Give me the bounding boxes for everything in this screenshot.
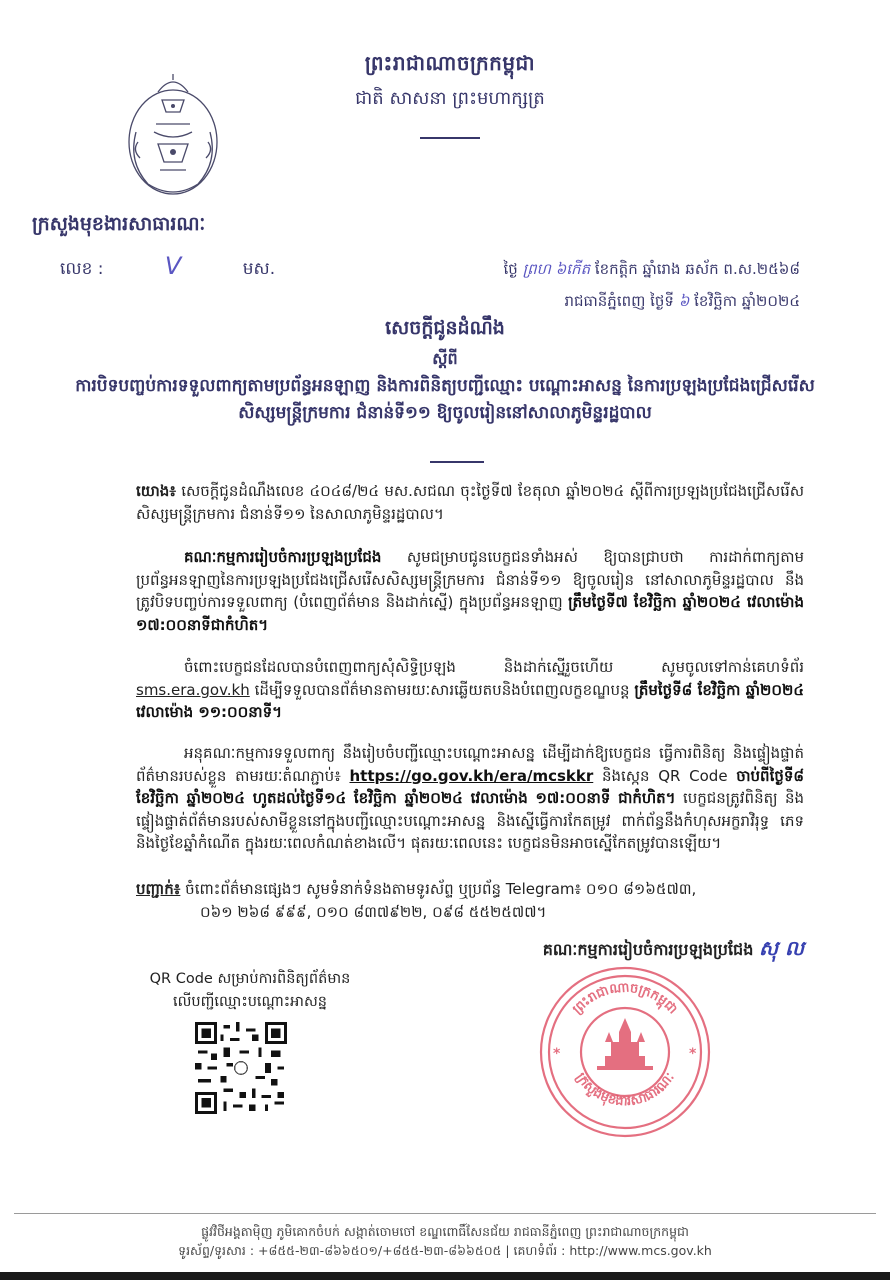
note-label: បញ្ជាក់៖ [136, 880, 181, 898]
notice-about: ស្តីពី [432, 349, 458, 368]
paragraph-review: អនុគណៈកម្មការទទួលពាក្យ នឹងរៀបចំបញ្ជីឈ្មោះបណ្ដោះអាសន្ន ដើម្បីដាក់ឱ្យបេក្ខជន ធ្វើការពិនិត្យ និងផ្ទៀងផ្ទាត់ព័ត៌មានរបស់ខ្លួន តាមរយៈតំណភ្ជាប់៖ https://go.gov.kh/era/mcskkr និងស្កេន QR Code ចាប់ពីថ្ងៃទី៨ ខែវិច្ឆិកា ឆ្នាំ២០២៤ ហូតដល់ថ្ងៃទី១៤ ខែវិច្ឆិកា ឆ្នាំ២០២៤ វេលាម៉ោង ១៧:០០នាទី ជាកំហិត។ បេក្ខជនត្រូវពិនិត្យ និងផ្ទៀងផ្ទាត់ព័ត៌មានរបស់សាមីខ្លួននៅក្នុងបញ្ជីឈ្មោះបណ្ដោះអាសន្ន និងស្នើធ្វើការកែតម្រូវ ពាក់ព័ន្ធនឹងកំហុសអក្ខរាវិរុទ្ធ ភេទ និងថ្ងៃខែឆ្នាំកំណើត ក្នុងរយៈពេលកំណត់ខាងលើ។ ផុតរយៈពេលនេះ បេក្ខជនមិនអាចស្នើកែតម្រូវបានឡើយ។ [136, 744, 804, 853]
kingdom-motto: ជាតិ សាសនា ព្រះមហាក្សត្រ [355, 88, 545, 109]
footer-contact: ទូរស័ព្ទ/ទូរសារ : +៨៥៥-២៣-៨៦៦៥០១/+៨៥៥-២៣-៨៦៦៥០៥ | គេហទំព័រ : http://www.mcs.gov.kh [178, 1243, 712, 1258]
reference-handwritten: V [164, 252, 182, 280]
review-url-link[interactable]: https://go.gov.kh/era/mcskkr [349, 766, 594, 785]
deadline-closing: ត្រឹមថ្ងៃទី៧ ខែវិច្ឆិកា ឆ្នាំ២០២៤ វេលាម៉ោង ១៧:០០នាទីជាកំហិត។ [136, 593, 804, 634]
review-period: ចាប់ពីថ្ងៃទី៨ ខែវិច្ឆិកា ឆ្នាំ២០២៤ ហូតដល់ថ្ងៃទី១៤ ខែវិច្ឆិកា ឆ្នាំ២០២៤ វេលាម៉ោង ១៧:០០នាទី ជាកំហិត។ [136, 766, 804, 808]
solar-day-handwritten: ៦ [678, 292, 690, 310]
sms-link[interactable]: sms.era.gov.kh [136, 680, 250, 699]
lunar-date-line: ថ្ងៃ ព្រហ ៦កើត ខែកត្តិក ឆ្នាំរោង ឆស័ក ព.ស.២៥៦៨ [503, 260, 800, 278]
committee-initials: សុ ល [758, 936, 804, 960]
stamp-outer-text: ព្រះរាជាណាចក្រកម្ពុជា [570, 980, 681, 1018]
notice-subject: ការបិទបញ្ចប់ការទទួលពាក្យតាមប្រព័ន្ធអនឡាញ និងការពិនិត្យបញ្ជីឈ្មោះ បណ្ដោះអាសន្ន នៃការប្រឡងប្រជែងជ្រើសរើសសិស្សមន្ត្រីក្រមការ ជំនាន់ទី១១ ឱ្យចូលរៀននៅសាលាភូមិន្ទរដ្ឋបាល [75, 376, 815, 423]
reference-paragraph [136, 480, 804, 525]
footer [60, 1222, 830, 1260]
official-seal-stamp [535, 960, 715, 1140]
qr-code[interactable] [195, 1022, 287, 1114]
temple-icon [597, 1018, 653, 1070]
deadline-sms: ត្រឹមថ្ងៃទី៨ ខែវិច្ឆិកា ឆ្នាំ២០២៤ វេលាម៉ោង ១១:០០នាទី។ [136, 680, 804, 722]
svg-text:*: * [689, 1046, 697, 1062]
reference-number [60, 252, 275, 283]
committee-lead: គណៈកម្មការរៀបចំការប្រឡងប្រជែង [184, 548, 382, 566]
reference-para-text: សេចក្តីជូនដំណឹងលេខ ៤០៤៨/២៤ មស.សជណ ចុះថ្ងៃទី៧ ខែតុលា ឆ្នាំ២០២៤ ស្តីពីការប្រឡងប្រជែងជ្រើសរើសសិស្សមន្ត្រីក្រមការ ជំនាន់ទី១១ នៃសាលាភូមិន្ទរដ្ឋបាល។ [136, 482, 804, 523]
bottom-edge [0, 1272, 890, 1280]
contact-note: បញ្ជាក់៖ ចំពោះព័ត៌មានផ្សេងៗ សូមទំនាក់ទំនងតាមទូរស័ព្ទ ឬប្រព័ន្ធ Telegram៖ ០១០ ៨១៦៥៧៣, ០៦១ ២៦៨ ៩៩៩, ០១០ ៨៣៧៩២២, ០៩៨ ៥៥២៥៧៧។ [136, 880, 697, 921]
stamp-inner-text: ក្រសួងមុខងារសាធារណៈ [572, 1070, 678, 1110]
committee-signoff: គណៈកម្មការរៀបចំការប្រឡងប្រជែង សុ ល [542, 936, 804, 960]
kingdom-header [300, 50, 600, 139]
paragraph-sms: ចំពោះបេក្ខជនដែលបានបំពេញពាក្យសុំសិទ្ធិប្រឡង និងដាក់ស្នើរួចហើយ សូមចូលទៅកាន់គេហទំព័រ sms.era.gov.kh ដើម្បីទទួលបានព័ត៌មានតាមរយៈសារឆ្លើយតបនិងបំពេញលក្ខខណ្ឌបន្ត ត្រឹមថ្ងៃទី៨ ខែវិច្ឆិកា ឆ្នាំ២០២៤ វេលាម៉ោង ១១:០០នាទី។ [136, 658, 804, 722]
lunar-date-handwritten: ព្រហ ៦កើត [522, 260, 591, 278]
solar-date-line: រាជធានីភ្នំពេញ ថ្ងៃទី ៦ ខែវិច្ឆិកា ឆ្នាំ២០២៤ [564, 292, 800, 310]
issue-date [504, 253, 800, 317]
reference-para-label: យោង៖ [136, 482, 176, 500]
reference-label: លេខ : [60, 259, 104, 279]
qr-caption: QR Code សម្រាប់ការពិនិត្យព័ត៌មាន លើបញ្ជីឈ្មោះបណ្ដោះអាសន្ន [149, 971, 351, 1010]
footer-divider [14, 1213, 876, 1214]
royal-emblem-icon [118, 72, 228, 202]
paragraph-closing: គណៈកម្មការរៀបចំការប្រឡងប្រជែង សូមជម្រាបជូនបេក្ខជនទាំងអស់ ឱ្យបានជ្រាបថា ការដាក់ពាក្យតាមប្រព័ន្ធអនឡាញនៃការប្រឡងប្រជែងជ្រើសរើសសិស្សមន្ត្រីក្រមការ ជំនាន់ទី១១ ឱ្យចូលរៀន នៅសាលាភូមិន្ទរដ្ឋបាល នឹងត្រូវបិទបញ្ចប់ការទទួលពាក្យ (បំពេញព័ត៌មាន និងដាក់ស្នើ) ក្នុងប្រព័ន្ធអនឡាញ ត្រឹមថ្ងៃទី៧ ខែវិច្ឆិកា ឆ្នាំ២០២៤ វេលាម៉ោង ១៧:០០នាទីជាកំហិត។ [136, 548, 804, 634]
title-divider [430, 461, 484, 463]
reference-suffix: មស. [242, 259, 276, 279]
notice-title: សេចក្តីជូនដំណឹង [385, 317, 505, 339]
footer-address: ផ្លូវវិថីអង្គតាម៉ិញ ភូមិគោកចំបក់ សង្កាត់ចោមចៅ ខណ្ឌពោធិ៍សែនជ័យ រាជធានីភ្នំពេញ ព្រះរាជាណាចក្រកម្ពុជា [201, 1224, 689, 1239]
svg-text:*: * [553, 1046, 561, 1062]
header-divider [420, 137, 480, 139]
ministry-name: ក្រសួងមុខងារសាធារណៈ [32, 213, 206, 235]
kingdom-title: ព្រះរាជាណាចក្រកម្ពុជា [364, 51, 536, 75]
